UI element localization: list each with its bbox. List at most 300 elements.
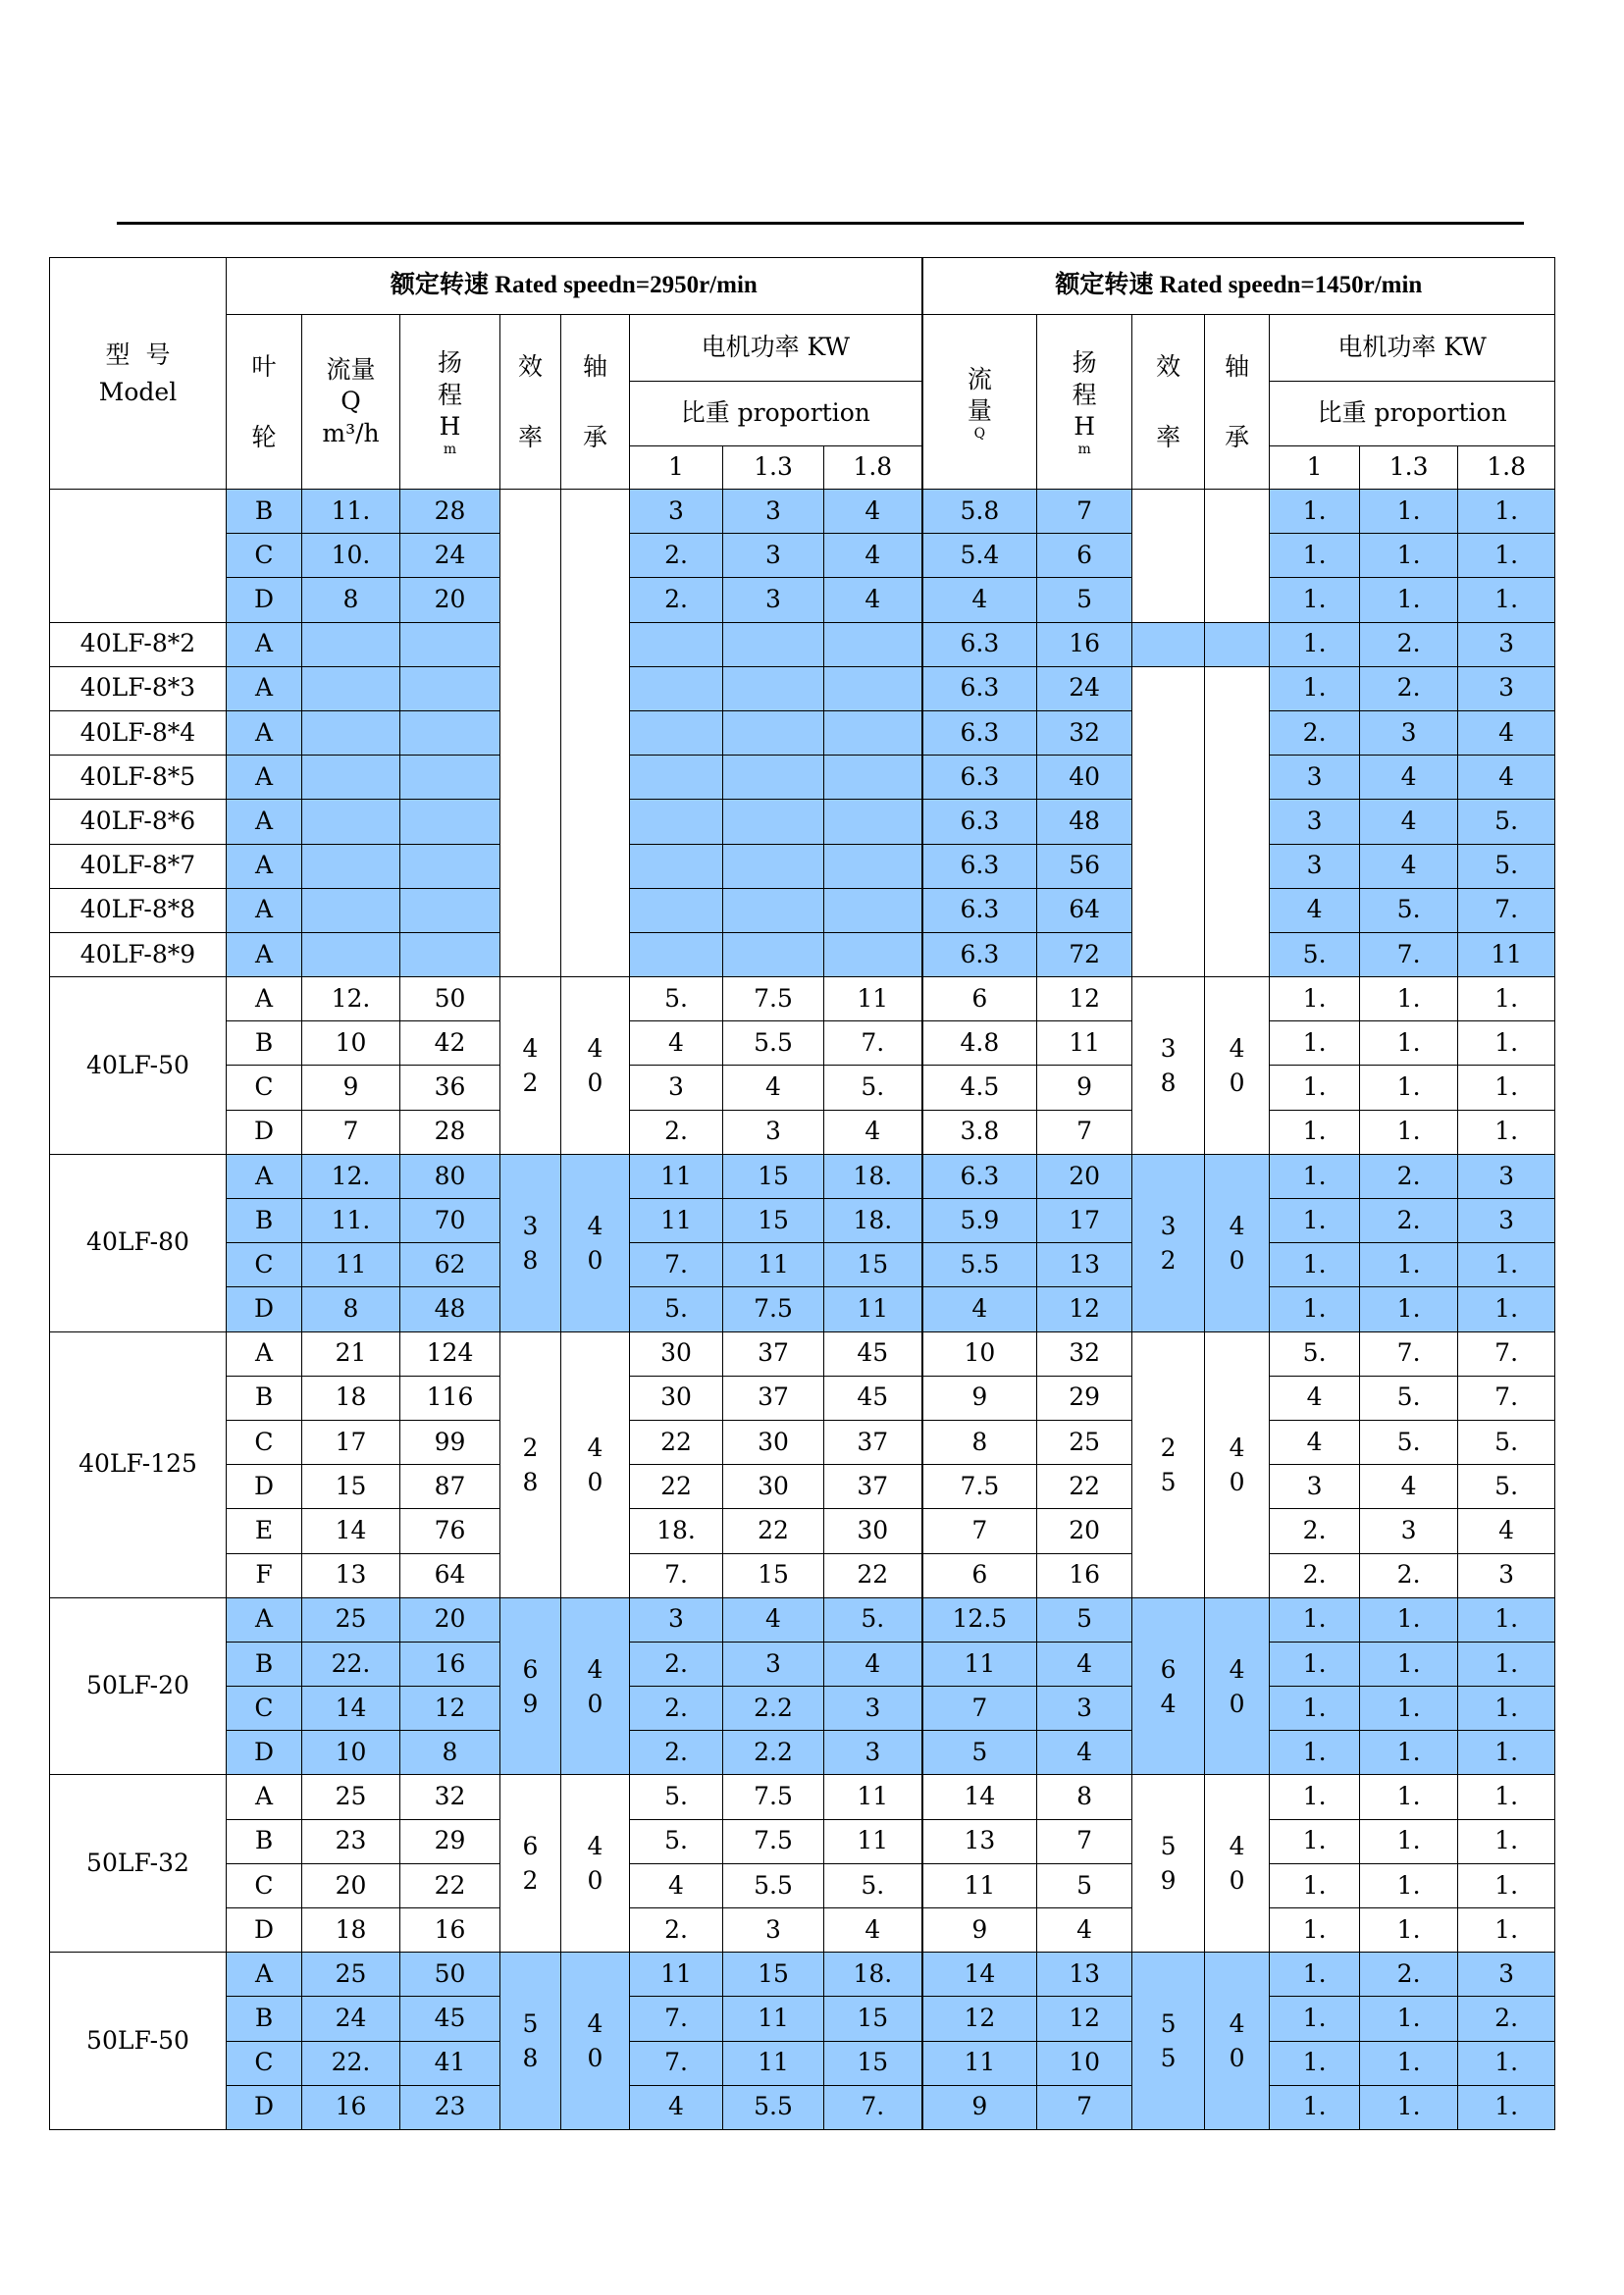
power-2950-1.8-cell: 18. — [824, 1154, 922, 1198]
impeller-cell: E — [227, 1509, 302, 1553]
power-2950-1.8-cell: 3 — [824, 1687, 922, 1731]
flow-1450-cell: 5.4 — [922, 534, 1037, 578]
power-1450-1.8-cell: 5. — [1458, 844, 1555, 888]
power-1450-1.8-cell: 7. — [1458, 1376, 1555, 1420]
power-2950-1-cell: 2. — [630, 1731, 723, 1775]
power-1450-1.3-cell: 4 — [1360, 756, 1458, 800]
head-1450-cell: 12 — [1037, 1287, 1132, 1331]
head-2950-cell: 45 — [400, 1997, 500, 2041]
power-2950-1.3-cell — [723, 800, 824, 844]
power-1450-1-cell: 2. — [1270, 710, 1360, 755]
table-row — [50, 1509, 1555, 1553]
power-2950-1.3-cell — [723, 932, 824, 976]
flow-2950-cell — [302, 888, 400, 932]
power-2950-1.8-cell: 5. — [824, 1597, 922, 1642]
impeller-cell: C — [227, 1066, 302, 1110]
power-1450-1.3-cell: 4 — [1360, 800, 1458, 844]
head-1450-cell: 22 — [1037, 1465, 1132, 1509]
proportion-header-1450: 比重 proportion — [1270, 382, 1555, 446]
power-2950-1-cell — [630, 888, 723, 932]
power-1450-1.8-cell: 7. — [1458, 888, 1555, 932]
power-1450-1-cell: 3 — [1270, 756, 1360, 800]
table-row — [50, 1376, 1555, 1420]
flow-1450-cell: 13 — [922, 1819, 1037, 1863]
power-1450-1.8-cell: 3 — [1458, 1154, 1555, 1198]
efficiency-1450-cell: 32 — [1132, 1154, 1205, 1331]
power-2950-1.8-cell — [824, 756, 922, 800]
impeller-cell: B — [227, 1819, 302, 1863]
head-1450-cell: 32 — [1037, 1331, 1132, 1376]
table-row — [50, 1110, 1555, 1154]
power-2950-1-cell: 7. — [630, 1997, 723, 2041]
power-2950-1.8-cell — [824, 622, 922, 666]
power-2950-1.3-cell: 4 — [723, 1066, 824, 1110]
power-2950-1.8-cell: 37 — [824, 1420, 922, 1464]
power-1450-1-cell: 3 — [1270, 1465, 1360, 1509]
power-2950-1.8-cell: 4 — [824, 578, 922, 622]
power-1450-1.8-cell: 1. — [1458, 2085, 1555, 2129]
head-2950-cell — [400, 666, 500, 710]
table-row — [50, 844, 1555, 888]
table-row — [50, 1731, 1555, 1775]
flow-1450-cell: 7.5 — [922, 1465, 1037, 1509]
power-2950-1-cell: 3 — [630, 1597, 723, 1642]
power-1450-1.3-cell: 1. — [1360, 490, 1458, 534]
head-1450-cell: 5 — [1037, 1863, 1132, 1907]
power-2950-1.3-cell: 2.2 — [723, 1687, 824, 1731]
impeller-cell: C — [227, 534, 302, 578]
power-2950-1-cell: 3 — [630, 490, 723, 534]
head-2950-cell: 16 — [400, 1908, 500, 1953]
power-2950-1.3-cell: 3 — [723, 1110, 824, 1154]
bearing-1450-cell — [1205, 666, 1270, 976]
flow-1450-cell: 6.3 — [922, 844, 1037, 888]
table-row — [50, 1775, 1555, 1819]
impeller-header: 叶 轮 — [227, 315, 302, 490]
power-1450-1-cell: 1. — [1270, 1775, 1360, 1819]
impeller-cell: D — [227, 1465, 302, 1509]
power-2950-1.8-cell: 30 — [824, 1509, 922, 1553]
power-2950-1-cell: 2. — [630, 534, 723, 578]
power-1450-1-cell: 1. — [1270, 534, 1360, 578]
flow-2950-cell: 14 — [302, 1687, 400, 1731]
power-2950-1.3-cell: 3 — [723, 1908, 824, 1953]
power-2950-1-cell: 5. — [630, 1819, 723, 1863]
bearing-2950-cell: 40 — [561, 1597, 630, 1775]
flow-1450-cell: 6.3 — [922, 710, 1037, 755]
power-2950-1-cell: 5. — [630, 1775, 723, 1819]
head-1450-cell: 3 — [1037, 1687, 1132, 1731]
power-2950-1.8-cell: 5. — [824, 1066, 922, 1110]
power-1450-1-cell: 1. — [1270, 1287, 1360, 1331]
power-1450-1.8-cell: 1. — [1458, 1731, 1555, 1775]
power-1450-1.8-cell: 1. — [1458, 1863, 1555, 1907]
impeller-cell: A — [227, 710, 302, 755]
head-2950-cell — [400, 888, 500, 932]
power-1450-1-cell: 1. — [1270, 1199, 1360, 1243]
head-1450-cell: 32 — [1037, 710, 1132, 755]
head-2950-cell: 23 — [400, 2085, 500, 2129]
flow-2950-cell: 11 — [302, 1243, 400, 1287]
flow-1450-cell: 4.5 — [922, 1066, 1037, 1110]
impeller-cell: B — [227, 1021, 302, 1066]
table-row — [50, 977, 1555, 1021]
efficiency-1450-cell: 38 — [1132, 977, 1205, 1155]
efficiency-2950-cell — [500, 490, 561, 977]
flow-2950-cell: 23 — [302, 1819, 400, 1863]
power-2950-1.3-cell: 7.5 — [723, 1819, 824, 1863]
power-1450-1.3-cell: 1. — [1360, 977, 1458, 1021]
head-1450-cell: 4 — [1037, 1642, 1132, 1686]
power-1450-1.3-cell: 5. — [1360, 1420, 1458, 1464]
table-row — [50, 666, 1555, 710]
table-row — [50, 1021, 1555, 1066]
power-1450-1-cell: 4 — [1270, 1420, 1360, 1464]
power-2950-1.8-cell: 18. — [824, 1199, 922, 1243]
flow-1450-cell: 12.5 — [922, 1597, 1037, 1642]
head-1450-cell: 13 — [1037, 1243, 1132, 1287]
head-2950-cell: 64 — [400, 1553, 500, 1597]
power-2950-1.8-cell — [824, 666, 922, 710]
power-1450-1.8-cell: 1. — [1458, 1908, 1555, 1953]
flow-1450-cell: 5.8 — [922, 490, 1037, 534]
model-cell: 40LF-8*9 — [50, 932, 227, 976]
flow-2950-cell: 20 — [302, 1863, 400, 1907]
table-row — [50, 1154, 1555, 1198]
head-2950-cell: 8 — [400, 1731, 500, 1775]
head-2950-cell: 24 — [400, 534, 500, 578]
bearing-2950-cell: 40 — [561, 1154, 630, 1331]
power-2950-1-cell: 22 — [630, 1420, 723, 1464]
head-2950-cell — [400, 844, 500, 888]
model-cell: 50LF-32 — [50, 1775, 227, 1953]
power-1450-1.3-cell: 1. — [1360, 1021, 1458, 1066]
power-1450-1.8-cell: 1. — [1458, 1287, 1555, 1331]
power-2950-1.3-cell: 11 — [723, 1243, 824, 1287]
power-1450-1-cell: 1. — [1270, 1819, 1360, 1863]
flow-1450-cell: 6.3 — [922, 888, 1037, 932]
head-1450-cell: 40 — [1037, 756, 1132, 800]
power-2950-1-cell: 2. — [630, 1642, 723, 1686]
power-2950-1.8-cell: 4 — [824, 1908, 922, 1953]
impeller-cell: A — [227, 1331, 302, 1376]
power-2950-1.8-cell: 15 — [824, 2041, 922, 2085]
power-2950-1.8-cell — [824, 800, 922, 844]
flow-1450-cell: 11 — [922, 1863, 1037, 1907]
head-1450-cell: 7 — [1037, 1110, 1132, 1154]
power-1450-1-cell: 1. — [1270, 1154, 1360, 1198]
power-1450-1-cell: 3 — [1270, 844, 1360, 888]
power-1450-1-cell: 1. — [1270, 2085, 1360, 2129]
model-cell: 40LF-8*7 — [50, 844, 227, 888]
head-2950-cell: 50 — [400, 1953, 500, 1997]
flow-2950-cell: 9 — [302, 1066, 400, 1110]
table-row — [50, 1066, 1555, 1110]
flow-1450-cell: 4 — [922, 1287, 1037, 1331]
impeller-cell: A — [227, 1154, 302, 1198]
flow-1450-cell: 8 — [922, 1420, 1037, 1464]
head-2950-cell: 29 — [400, 1819, 500, 1863]
head-header-2950: 扬 程 H m — [400, 315, 500, 490]
power-1450-1.3-cell: 5. — [1360, 1376, 1458, 1420]
power-2950-1.3-cell: 3 — [723, 490, 824, 534]
flow-2950-cell: 13 — [302, 1553, 400, 1597]
power-1450-1.8-cell: 1. — [1458, 1819, 1555, 1863]
power-1450-1-cell: 4 — [1270, 1376, 1360, 1420]
power-2950-1.3-cell: 30 — [723, 1465, 824, 1509]
power-2950-1.3-cell — [723, 710, 824, 755]
flow-2950-cell — [302, 710, 400, 755]
power-2950-1.8-cell — [824, 888, 922, 932]
flow-2950-cell — [302, 932, 400, 976]
power-2950-1-cell — [630, 844, 723, 888]
head-1450-cell: 9 — [1037, 1066, 1132, 1110]
head-1450-cell: 10 — [1037, 2041, 1132, 2085]
flow-1450-cell: 10 — [922, 1331, 1037, 1376]
power-1450-1.8-cell: 3 — [1458, 666, 1555, 710]
impeller-cell: A — [227, 1597, 302, 1642]
impeller-cell: B — [227, 1642, 302, 1686]
flow-1450-cell: 7 — [922, 1687, 1037, 1731]
power-1450-1.3-cell: 1. — [1360, 2041, 1458, 2085]
power-2950-1.3-cell: 11 — [723, 1997, 824, 2041]
head-1450-cell: 7 — [1037, 490, 1132, 534]
power-2950-1.8-cell: 4 — [824, 1110, 922, 1154]
head-2950-cell: 76 — [400, 1509, 500, 1553]
power-2950-1-cell: 4 — [630, 1863, 723, 1907]
model-cell — [50, 490, 227, 623]
power-1450-1.3-cell: 2. — [1360, 1199, 1458, 1243]
power-2950-1.8-cell: 15 — [824, 1243, 922, 1287]
table-row — [50, 1465, 1555, 1509]
power-1450-1-cell: 1. — [1270, 490, 1360, 534]
flow-header-1450: 流 量 Q — [922, 315, 1037, 490]
head-2950-cell — [400, 710, 500, 755]
head-2950-cell: 42 — [400, 1021, 500, 1066]
head-2950-cell — [400, 800, 500, 844]
power-2950-1.8-cell — [824, 932, 922, 976]
flow-2950-cell: 21 — [302, 1331, 400, 1376]
bearing-2950-cell: 40 — [561, 977, 630, 1155]
head-2950-cell — [400, 756, 500, 800]
bearing-1450-cell: 40 — [1205, 977, 1270, 1155]
head-2950-cell: 41 — [400, 2041, 500, 2085]
model-cell: 50LF-50 — [50, 1953, 227, 2130]
flow-1450-cell: 5 — [922, 1731, 1037, 1775]
power-1450-1-cell: 3 — [1270, 800, 1360, 844]
table-row — [50, 1199, 1555, 1243]
flow-2950-cell: 22. — [302, 2041, 400, 2085]
flow-2950-cell: 10 — [302, 1021, 400, 1066]
table-row — [50, 490, 1555, 534]
flow-2950-cell: 14 — [302, 1509, 400, 1553]
power-2950-1-cell: 18. — [630, 1509, 723, 1553]
power-2950-1.3-cell — [723, 844, 824, 888]
power-2950-1.8-cell: 7. — [824, 2085, 922, 2129]
table-row — [50, 1908, 1555, 1953]
head-1450-cell: 17 — [1037, 1199, 1132, 1243]
efficiency-2950-cell: 42 — [500, 977, 561, 1155]
power-1450-1.8-cell: 1. — [1458, 977, 1555, 1021]
head-2950-cell: 87 — [400, 1465, 500, 1509]
flow-2950-cell: 24 — [302, 1997, 400, 2041]
head-1450-cell: 25 — [1037, 1420, 1132, 1464]
flow-1450-cell: 6.3 — [922, 932, 1037, 976]
flow-header-2950: 流量 Q m³/h — [302, 315, 400, 490]
power-1450-1.8-cell: 4 — [1458, 1509, 1555, 1553]
power-1450-1.8-cell: 1. — [1458, 534, 1555, 578]
power-2950-1.8-cell: 18. — [824, 1953, 922, 1997]
power-1450-1.3-cell: 1. — [1360, 1863, 1458, 1907]
table-row — [50, 1331, 1555, 1376]
power-2950-1.3-cell: 5.5 — [723, 1863, 824, 1907]
impeller-cell: B — [227, 490, 302, 534]
power-2950-1-cell: 4 — [630, 2085, 723, 2129]
power-1450-1.3-cell: 2. — [1360, 1953, 1458, 1997]
table-row — [50, 1553, 1555, 1597]
power-1450-1.3-cell: 3 — [1360, 1509, 1458, 1553]
flow-2950-cell: 16 — [302, 2085, 400, 2129]
power-2950-1.3-cell: 3 — [723, 578, 824, 622]
flow-1450-cell: 6.3 — [922, 800, 1037, 844]
power-1450-1.8-cell: 1. — [1458, 1775, 1555, 1819]
power-1450-1-cell: 1. — [1270, 1863, 1360, 1907]
power-1450-1-cell: 1. — [1270, 578, 1360, 622]
top-rule — [117, 222, 1524, 225]
power-1450-1-cell: 1. — [1270, 2041, 1360, 2085]
power-2950-1.3-cell — [723, 666, 824, 710]
flow-2950-cell: 12. — [302, 977, 400, 1021]
power-2950-1-cell — [630, 932, 723, 976]
head-2950-cell: 12 — [400, 1687, 500, 1731]
power-1450-1.3-cell: 4 — [1360, 844, 1458, 888]
impeller-cell: A — [227, 888, 302, 932]
table-row — [50, 1597, 1555, 1642]
table-row — [50, 800, 1555, 844]
head-1450-cell: 7 — [1037, 2085, 1132, 2129]
flow-2950-cell: 12. — [302, 1154, 400, 1198]
power-2950-1-cell — [630, 622, 723, 666]
efficiency-1450-cell — [1132, 490, 1205, 623]
model-cell: 40LF-8*8 — [50, 888, 227, 932]
power-1450-1.8-cell: 2. — [1458, 1997, 1555, 2041]
bearing-1450-cell: 40 — [1205, 1775, 1270, 1953]
flow-1450-cell: 6.3 — [922, 622, 1037, 666]
model-cell: 40LF-125 — [50, 1331, 227, 1597]
flow-1450-cell: 11 — [922, 2041, 1037, 2085]
bearing-1450-cell: 40 — [1205, 1154, 1270, 1331]
head-1450-cell: 56 — [1037, 844, 1132, 888]
power-1450-1.3-cell: 1. — [1360, 1597, 1458, 1642]
power-2950-1.8-cell: 15 — [824, 1997, 922, 2041]
impeller-cell: D — [227, 578, 302, 622]
efficiency-2950-cell: 62 — [500, 1775, 561, 1953]
model-cell: 40LF-50 — [50, 977, 227, 1155]
head-2950-cell: 80 — [400, 1154, 500, 1198]
power-1450-1.8-cell: 11 — [1458, 932, 1555, 976]
efficiency-1450-cell: 55 — [1132, 1953, 1205, 2130]
table-body — [50, 490, 1555, 2130]
power-1450-1.8-cell: 3 — [1458, 1953, 1555, 1997]
flow-1450-cell: 5.9 — [922, 1199, 1037, 1243]
flow-2950-cell — [302, 622, 400, 666]
power-1450-1.3-cell: 1. — [1360, 1287, 1458, 1331]
power-1450-1.3-cell: 1. — [1360, 1243, 1458, 1287]
power-2950-1-cell: 30 — [630, 1376, 723, 1420]
power-2950-1-cell: 4 — [630, 1021, 723, 1066]
head-2950-cell: 22 — [400, 1863, 500, 1907]
power-2950-1-cell: 7. — [630, 1553, 723, 1597]
flow-2950-cell — [302, 666, 400, 710]
head-1450-cell: 16 — [1037, 1553, 1132, 1597]
power-2950-1.8-cell: 7. — [824, 1021, 922, 1066]
bearing-2950-cell — [561, 490, 630, 977]
flow-2950-cell: 25 — [302, 1953, 400, 1997]
efficiency-header-2950: 效 率 — [500, 315, 561, 490]
power-2950-1-cell: 22 — [630, 1465, 723, 1509]
head-2950-cell — [400, 932, 500, 976]
power-1450-1.3-cell: 5. — [1360, 888, 1458, 932]
power-1450-1.8-cell: 3 — [1458, 1199, 1555, 1243]
power-2950-1.8-cell: 5. — [824, 1863, 922, 1907]
impeller-cell: C — [227, 1243, 302, 1287]
flow-2950-cell: 18 — [302, 1908, 400, 1953]
head-2950-cell: 20 — [400, 1597, 500, 1642]
impeller-cell: D — [227, 1110, 302, 1154]
table-row — [50, 1687, 1555, 1731]
power-1450-1.8-cell: 1. — [1458, 578, 1555, 622]
power-2950-1.8-cell: 4 — [824, 1642, 922, 1686]
power-1450-1-cell: 2. — [1270, 1553, 1360, 1597]
impeller-cell: D — [227, 1908, 302, 1953]
power-1450-1.3-cell: 1. — [1360, 1110, 1458, 1154]
power-1450-1-cell: 1. — [1270, 1642, 1360, 1686]
power-1450-1-cell: 1. — [1270, 1731, 1360, 1775]
power-2950-1-cell: 30 — [630, 1331, 723, 1376]
table-row — [50, 1287, 1555, 1331]
power-2950-1.3-cell — [723, 622, 824, 666]
power-2950-1-cell — [630, 756, 723, 800]
bearing-1450-cell: 40 — [1205, 1597, 1270, 1775]
power-1450-1.3-cell: 1. — [1360, 1731, 1458, 1775]
table-row — [50, 622, 1555, 666]
pump-performance-table — [49, 257, 1555, 2130]
flow-2950-cell: 15 — [302, 1465, 400, 1509]
head-2950-cell — [400, 622, 500, 666]
power-2950-1.3-cell: 3 — [723, 1642, 824, 1686]
power-2950-1-cell — [630, 666, 723, 710]
flow-1450-cell: 9 — [922, 1908, 1037, 1953]
power-2950-1.8-cell — [824, 844, 922, 888]
flow-1450-cell: 6 — [922, 1553, 1037, 1597]
power-2950-1-cell — [630, 710, 723, 755]
impeller-cell: A — [227, 622, 302, 666]
power-1450-1-cell: 2. — [1270, 1509, 1360, 1553]
head-1450-cell: 64 — [1037, 888, 1132, 932]
power-1450-1.8-cell: 3 — [1458, 622, 1555, 666]
head-1450-cell: 24 — [1037, 666, 1132, 710]
head-1450-cell: 5 — [1037, 1597, 1132, 1642]
flow-2950-cell: 8 — [302, 1287, 400, 1331]
flow-1450-cell: 14 — [922, 1775, 1037, 1819]
head-2950-cell: 116 — [400, 1376, 500, 1420]
flow-2950-cell: 22. — [302, 1642, 400, 1686]
flow-1450-cell: 5.5 — [922, 1243, 1037, 1287]
power-2950-1-cell: 7. — [630, 1243, 723, 1287]
head-1450-cell: 16 — [1037, 622, 1132, 666]
bearing-header-1450: 轴 承 — [1205, 315, 1270, 490]
power-2950-1-cell: 7. — [630, 2041, 723, 2085]
